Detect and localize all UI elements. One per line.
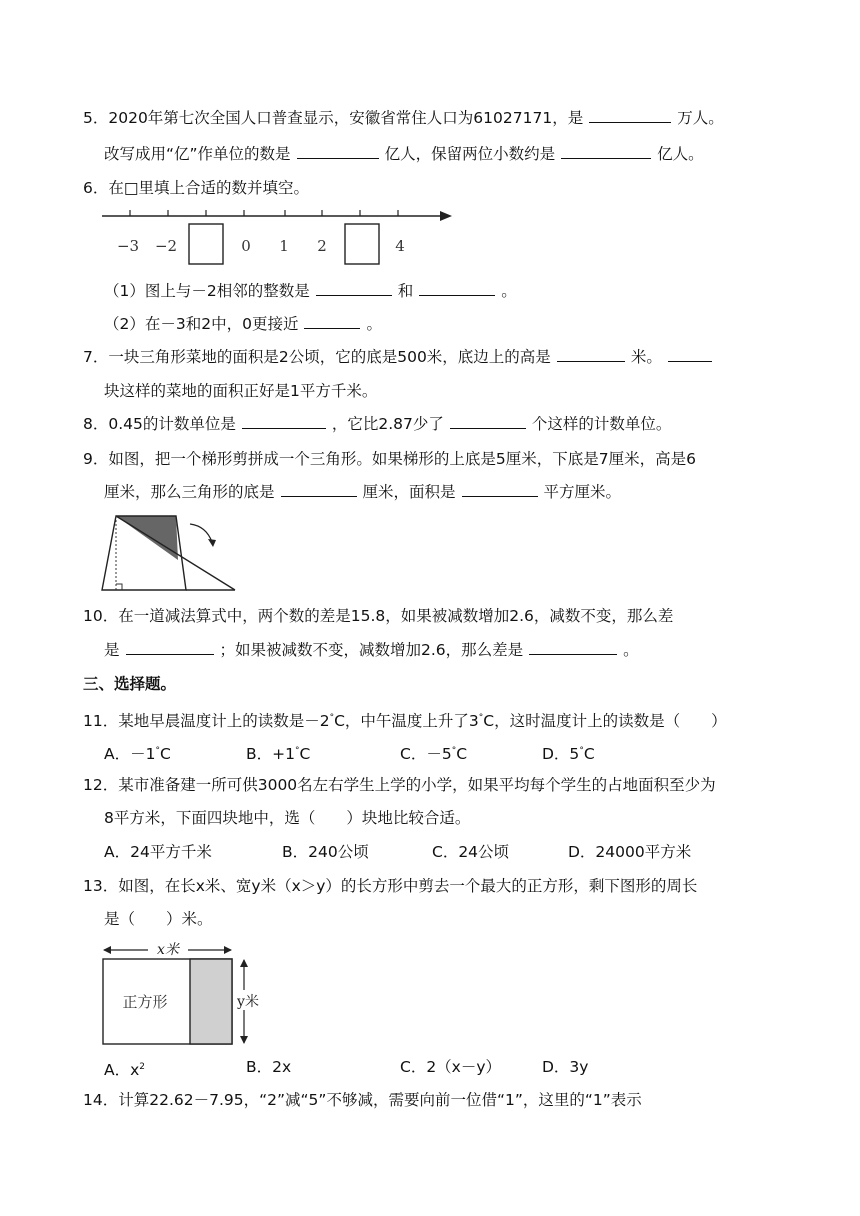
q6-sub2: （2）在－3和2中，0更接近 。 — [104, 315, 382, 333]
q9-blank2[interactable] — [462, 482, 538, 497]
q13-option-c[interactable]: C．2（x－y） — [400, 1058, 502, 1076]
q7-line2: 块这样的菜地的面积正好是1平方千米。 — [104, 382, 378, 400]
q9-blank1[interactable] — [281, 482, 357, 497]
rect-label-square: 正方形 — [122, 993, 168, 1011]
q9-line1: 9．如图，把一个梯形剪拼成一个三角形。如果梯形的上底是5厘米，下底是7厘米，高是6 — [83, 450, 696, 468]
q11-option-c[interactable]: C．－5°C — [400, 745, 468, 764]
q7-blank1[interactable] — [557, 347, 625, 362]
section-3-title: 三、选择题。 — [83, 675, 177, 693]
q8-blank2[interactable] — [450, 414, 526, 429]
nl-box-1 — [189, 224, 223, 264]
q6-blank2[interactable] — [419, 281, 495, 296]
q5-blank3[interactable] — [561, 144, 651, 159]
q8-line: 8．0.45的计数单位是 ，它比2.87少了 个这样的计数单位。 — [83, 415, 672, 433]
q5-line1: 5．2020年第七次全国人口普查显示，安徽省常住人口为61027171，是 万人。 — [83, 109, 724, 127]
nl-label-1: 1 — [279, 237, 289, 255]
q12-option-b[interactable]: B．240公顷 — [282, 843, 369, 861]
nl-label-neg3: −3 — [116, 237, 140, 255]
q6-sub1: （1）图上与－2相邻的整数是 和 。 — [104, 282, 517, 300]
q13-option-b[interactable]: B．2x — [246, 1058, 292, 1076]
rectangle-figure — [98, 936, 264, 1048]
q6-blank1[interactable] — [316, 281, 392, 296]
nl-box-2 — [345, 224, 379, 264]
q13-option-a[interactable]: A．$x^2$ — [104, 1061, 146, 1080]
q6-stem: 6．在□里填上合适的数并填空。 — [83, 179, 310, 197]
rect-label-x: x米 — [157, 942, 179, 958]
q10-line1: 10．在一道减法算式中，两个数的差是15.8，如果被减数增加2.6，减数不变，那么差 — [83, 607, 674, 625]
q6-blank3[interactable] — [304, 314, 360, 329]
q5-line2: 改写成用“亿”作单位的数是 亿人，保留两位小数约是 亿人。 — [104, 145, 704, 163]
nl-label-0: 0 — [241, 237, 251, 255]
q5-blank2[interactable] — [297, 144, 379, 159]
q11-option-a[interactable]: A．－1°C — [104, 745, 171, 764]
q12-line1: 12．某市准备建一所可供3000名左右学生上学的小学，如果平均每个学生的占地面积至少为 — [83, 776, 716, 794]
q12-option-d[interactable]: D．24000平方米 — [568, 843, 692, 861]
q12-option-c[interactable]: C．24公顷 — [432, 843, 510, 861]
q7-blank2[interactable] — [668, 347, 712, 362]
q13-line2: 是（ ）米。 — [104, 910, 213, 928]
q10-blank2[interactable] — [529, 640, 617, 655]
q7-line1: 7．一块三角形菜地的面积是2公顷，它的底是500米，底边上的高是 米。 — [83, 347, 718, 367]
q14-line1: 14．计算22.62－7.95，“2”减“5”不够减，需要向前一位借“1”，这里的“1”表示 — [83, 1091, 642, 1109]
q11-stem: 11．某地早晨温度计上的读数是－2°C，中午温度上升了3°C，这时温度计上的读数是（ ） — [83, 712, 727, 731]
trapezoid-figure — [98, 512, 238, 594]
nl-label-4: 4 — [395, 237, 405, 255]
number-line-figure — [100, 205, 452, 269]
q8-blank1[interactable] — [242, 414, 326, 429]
nl-label-2: 2 — [317, 237, 327, 255]
q11-option-d[interactable]: D．5°C — [542, 745, 595, 764]
q11-option-b[interactable]: B．+1°C — [246, 745, 311, 764]
rect-label-y: y米 — [237, 994, 259, 1010]
q9-line2: 厘米，那么三角形的底是 厘米，面积是 平方厘米。 — [104, 483, 622, 501]
q12-line2: 8平方米，下面四块地中，选（ ）块地比较合适。 — [104, 809, 471, 827]
q10-line2: 是 ；如果被减数不变，减数增加2.6，那么差是 。 — [104, 641, 639, 659]
q13-option-d[interactable]: D．3y — [542, 1058, 589, 1076]
q13-line1: 13．如图，在长x米、宽y米（x＞y）的长方形中剪去一个最大的正方形，剩下图形的周长 — [83, 877, 698, 895]
q5-blank1[interactable] — [589, 108, 671, 123]
q12-option-a[interactable]: A．24平方千米 — [104, 843, 212, 861]
nl-label-neg2: −2 — [154, 237, 178, 255]
q10-blank1[interactable] — [126, 640, 214, 655]
